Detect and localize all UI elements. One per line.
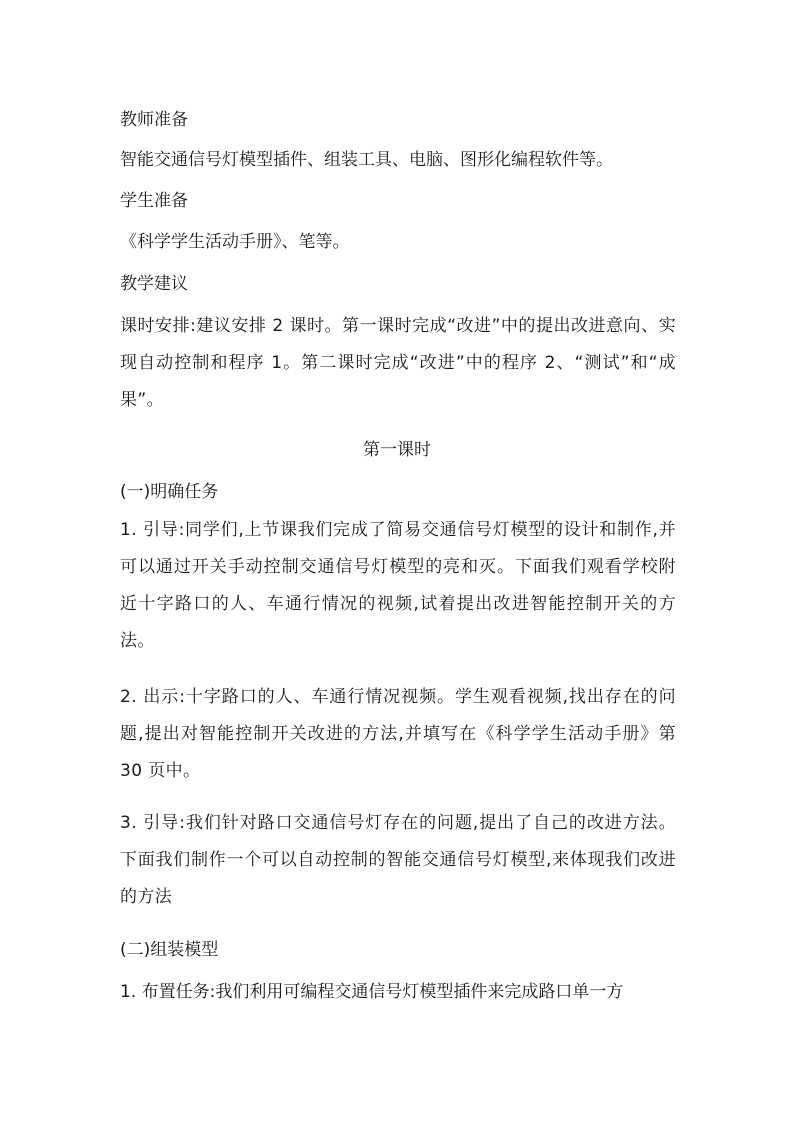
heading-suggestion: 教学建议 (120, 274, 188, 294)
student-prep-text: 《科学学生活动手册》、笔等。 (120, 232, 350, 252)
section-two-title: (二)组装模型 (120, 940, 219, 960)
item-2-paragraph: 2. 出示:十字路口的人、车通行情况视频。学生观看视频,找出存在的问题,提出对智能控制开关改进的方法,并填写在《科学学生活动手册》第 30 页中。 (120, 687, 676, 781)
item-4-paragraph: 1. 布置任务:我们利用可编程交通信号灯模型插件来完成路口单一方 (120, 982, 624, 1002)
lesson-one-title: 第一课时 (363, 440, 431, 460)
item-3-paragraph: 3. 引导:我们针对路口交通信号灯存在的问题,提出了自己的改进方法。下面我们制作一个可以自动控制的智能交通信号灯模型,来体现我们改进的方法 (120, 813, 676, 907)
teacher-prep-text: 智能交通信号灯模型插件、组装工具、电脑、图形化编程软件等。 (120, 150, 613, 170)
heading-teacher-prep: 教师准备 (120, 110, 188, 130)
schedule-paragraph: 课时安排:建议安排 2 课时。第一课时完成“改进”中的提出改进意向、实现自动控制和程序 1。第二课时完成“改进”中的程序 2、“测试”和“成果”。 (120, 316, 676, 410)
section-one-title: (一)明确任务 (120, 482, 219, 502)
heading-student-prep: 学生准备 (120, 191, 188, 211)
item-1-paragraph: 1. 引导:同学们,上节课我们完成了简易交通信号灯模型的设计和制作,并可以通过开关手动控制交通信号灯模型的亮和灭。下面我们观看学校附近十字路口的人、车通行情况的视频,试着提出改进智能控制开关的方法。 (120, 520, 676, 651)
